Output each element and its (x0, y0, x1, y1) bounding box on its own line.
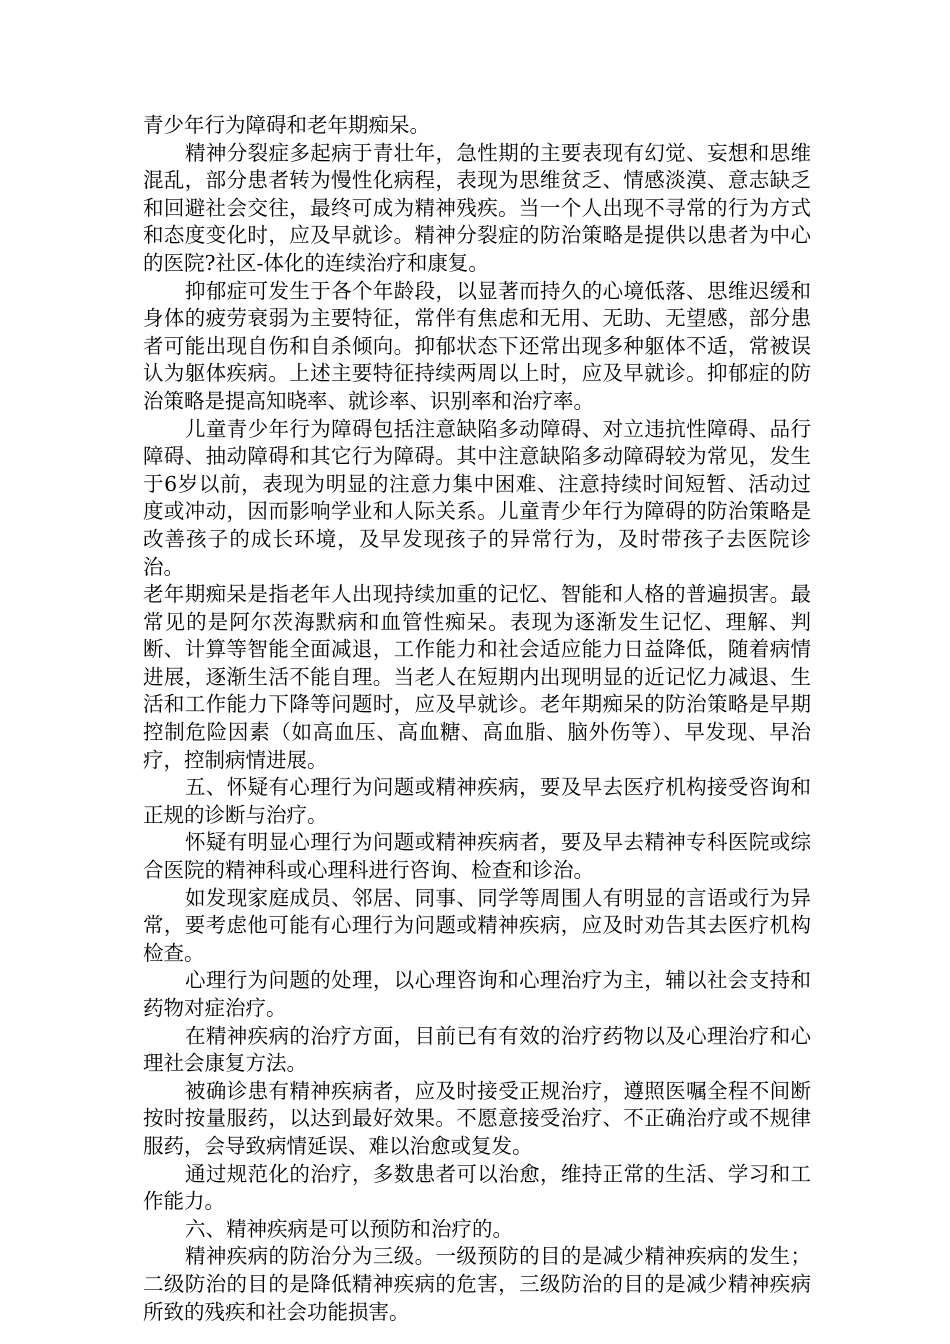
paragraph-standardized-treatment: 通过规范化的治疗，多数患者可以治愈，维持正常的生活、学习和工作能力。 (143, 1161, 811, 1214)
paragraph-psychological-treatment: 心理行为问题的处理，以心理咨询和心理治疗为主，辅以社会支持和药物对症治疗。 (143, 968, 811, 1020)
section-heading-five: 五、怀疑有心理行为问题或精神疾病，要及早去医疗机构接受咨询和正规的诊断与治疗。 (143, 775, 811, 827)
paragraph-senile-dementia: 老年期痴呆是指老年人出现持续加重的记忆、智能和人格的普遍损害。最常见的是阿尔茨海默病和血管性痴呆。表现为逐渐发生记忆、理解、判断、计算等智能全面减退，工作能力和社会适应能力日益降低，随着病情进展，逐渐生活不能自理。当老人在短期内出现明显的近记忆力减退、生活和工作能力下降等问题时，应及早就诊。老年期痴呆的防治策略是早期控制危险因素（如高血压、高血糖、高血脂、脑外伤等）、早发现、早治疗，控制病情进展。 (143, 582, 811, 772)
paragraph-seek-consultation: 怀疑有明显心理行为问题或精神疾病者，要及早去精神专科医院或综合医院的精神科或心理科进行咨询、检查和诊治。 (143, 830, 811, 883)
section-heading-six: 六、精神疾病是可以预防和治疗的。 (185, 1216, 513, 1241)
paragraph-regular-treatment: 被确诊患有精神疾病者，应及时接受正规治疗，遵照医嘱全程不间断按时按量服药，以达到最好效果。不愿意接受治疗、不正确治疗或不规律服药，会导致病情延误、难以治愈或复发。 (143, 1078, 811, 1158)
paragraph-continuation: 青少年行为障碍和老年期痴呆。 (143, 113, 430, 137)
paragraph-three-level-prevention: 精神疾病的防治分为三级。一级预防的目的是减少精神疾病的发生；二级防治的目的是降低精神疾病的危害，三级防治的目的是减少精神疾病所致的残疾和社会功能损害。 (143, 1244, 811, 1324)
document-page (143, 112, 811, 1326)
paragraph-depression: 抑郁症可发生于各个年龄段，以显著而持久的心境低落、思维迟缓和身体的疲劳衰弱为主要特征，常伴有焦虑和无用、无助、无望感，部分患者可能出现自伤和自杀倾向。抑郁状态下还常出现多种躯体不适，常被误认为躯体疾病。上述主要特征持续两周以上时，应及早就诊。抑郁症的防治策略是提高知晓率、就诊率、识别率和治疗率。 (143, 278, 811, 413)
paragraph-family-members: 如发现家庭成员、邻居、同事、同学等周围人有明显的言语或行为异常，要考虑他可能有心理行为问题或精神疾病，应及时劝告其去医疗机构检查。 (143, 885, 811, 965)
paragraph-treatment-methods: 在精神疾病的治疗方面，目前已有有效的治疗药物以及心理治疗和心理社会康复方法。 (143, 1023, 811, 1076)
paragraph-schizophrenia: 精神分裂症多起病于青壮年，急性期的主要表现有幻觉、妄想和思维混乱，部分患者转为慢性化病程，表现为思维贫乏、情感淡漠、意志缺乏和回避社会交往，最终可成为精神残疾。当一个人出现不寻常的行为方式和态度变化时，应及早就诊。精神分裂症的防治策略是提供以患者为中心的医院?社区-体化的连续治疗和康复。 (143, 140, 811, 275)
paragraph-child-behavior-disorder: 儿童青少年行为障碍包括注意缺陷多动障碍、对立违抗性障碍、品行障碍、抽动障碍和其它行为障碍。其中注意缺陷多动障碍较为常见，发生于6岁以前，表现为明显的注意力集中困难、注意持续时间短暂、活动过度或冲动，因而影响学业和人际关系。儿童青少年行为障碍的防治策略是改善孩子的成长环境，及早发现孩子的异常行为，及时带孩子去医院诊治。 (143, 416, 811, 579)
